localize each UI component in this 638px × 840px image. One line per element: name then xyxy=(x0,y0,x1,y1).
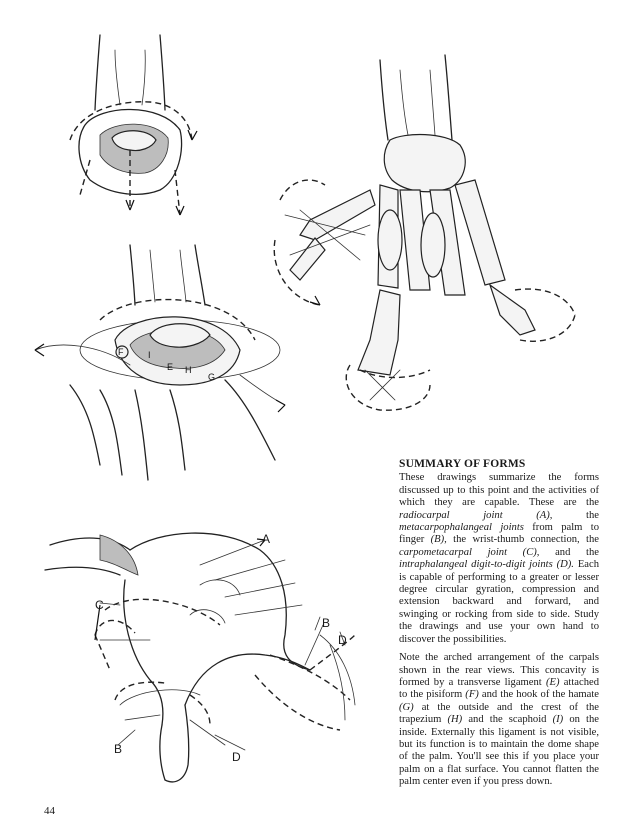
svg-text:H: H xyxy=(185,365,192,375)
label-b-bottom: B xyxy=(114,742,123,756)
hand-carpal-tunnel-labeled-drawing xyxy=(30,240,290,490)
p2-text-2: and the hook of the hamate xyxy=(481,689,600,701)
p1-text-3: the wrist-thumb connection, the xyxy=(453,534,599,546)
page-number: 44 xyxy=(44,805,55,817)
svg-text:F: F xyxy=(118,347,124,357)
svg-text:I: I xyxy=(148,350,151,360)
p1-term-radiocarpal: radiocarpal joint (A), xyxy=(399,509,553,521)
p2-text-1: attached to the pisiform xyxy=(399,676,599,701)
paragraph-1 xyxy=(399,472,599,646)
p1-lead: These drawings summarize the forms discussed up to this point and the activities of which they are capable. These are the xyxy=(399,472,599,509)
section-heading: SUMMARY OF FORMS xyxy=(399,458,526,470)
svg-text:G: G xyxy=(208,372,216,382)
summary-text-column xyxy=(399,458,599,795)
p2-text-3: at the outside and the crest of the trapezium xyxy=(399,701,599,726)
label-d-bottom: D xyxy=(232,750,241,764)
wrist-carpal-arch-drawing xyxy=(60,30,200,220)
p2-term-e: (E) xyxy=(545,676,560,688)
p1-term-metacarpophalangeal: metacarpophalangeal joints xyxy=(399,522,524,534)
p1-term-carpometacarpal: carpometacarpal joint (C), xyxy=(399,546,540,558)
p2-text-5: on the inside. Externally this ligament is not visible, but its function is to maintain the dome shape of the palm. You'll see this if you place your palm on a flat surface. You cannot flatten the palm center even if you press down. xyxy=(399,714,599,788)
p2-term-h: (H) xyxy=(447,714,463,726)
p2-term-g: (G) xyxy=(399,701,414,713)
p1-term-intraphalangeal: intraphalangeal digit-to-digit joints (D). xyxy=(399,559,574,571)
p2-lead: Note the arched arrangement of the carpals shown in the rear views. This concavity is formed by a transverse ligament xyxy=(399,652,599,688)
label-c: C xyxy=(95,598,104,612)
p2-term-i: (I) xyxy=(552,714,564,726)
label-b-right: B xyxy=(322,616,331,630)
label-d-right: D xyxy=(338,633,347,647)
p2-term-f: (F) xyxy=(465,689,479,701)
p1-text-4: and the xyxy=(555,546,599,558)
p1-term-b: (B), xyxy=(430,534,447,546)
hand-joints-labeled-drawing xyxy=(40,505,370,795)
svg-text:E: E xyxy=(167,362,174,372)
p1-text-2: from palm to finger xyxy=(399,522,600,546)
hand-skeleton-rear-view-drawing xyxy=(270,40,600,420)
p2-text-4: and the scaphoid xyxy=(468,714,547,726)
paragraph-2 xyxy=(399,652,599,788)
p1-text-1: the xyxy=(586,509,599,521)
p1-text-5: Each is capable of performing to a greater or lesser degree circular gyration, compression and extension backward and forward, and swinging or rocking from side to side. Study the drawings and use your own hand to discover the possibilities. xyxy=(399,559,599,645)
label-a: A xyxy=(262,532,271,546)
